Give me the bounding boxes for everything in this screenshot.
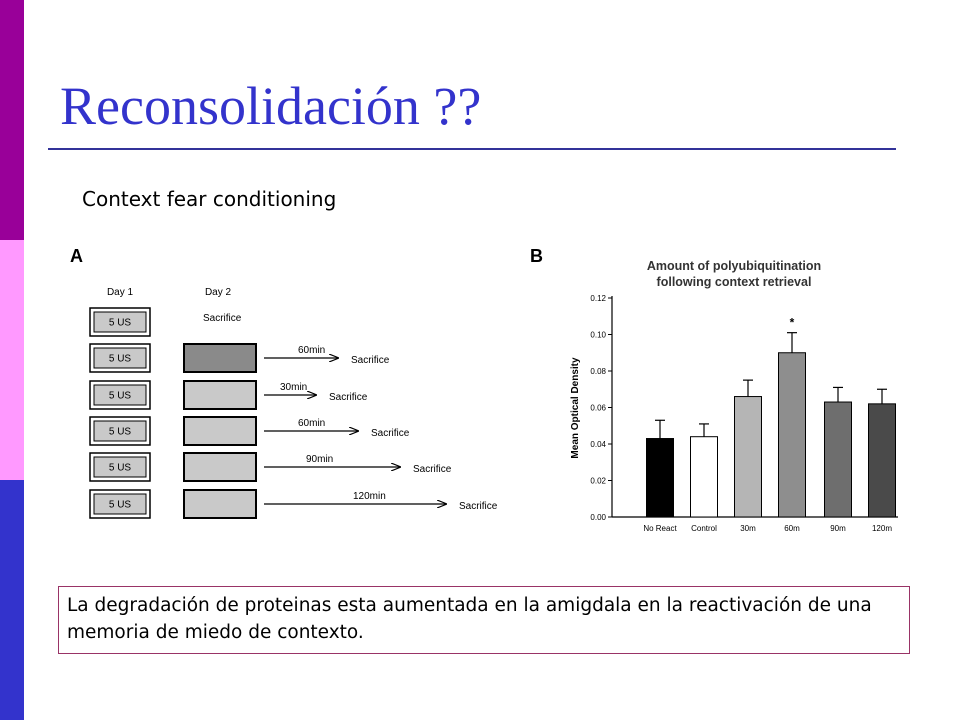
x-tick-label: 60m xyxy=(784,524,800,533)
slide-title: Reconsolidación ?? xyxy=(60,76,482,136)
protocol-diagram xyxy=(58,236,508,536)
day2-context-box xyxy=(184,381,256,409)
panel-b-letter: B xyxy=(530,246,543,266)
sidebar-segment-blue xyxy=(0,480,24,720)
day1-label: 5 US xyxy=(108,499,132,511)
protocol-row xyxy=(90,417,410,445)
interval-label: 30min xyxy=(280,382,308,393)
significance-marker: * xyxy=(789,315,795,330)
x-tick-label: 90m xyxy=(830,524,846,533)
interval-label: 120min xyxy=(353,491,386,502)
chart-title-line-1: Amount of polyubiquitination xyxy=(646,259,822,273)
chart-title-line-2: following context retrieval xyxy=(656,275,812,289)
sidebar-segment-purple xyxy=(0,0,24,240)
protocol-svg xyxy=(58,236,508,536)
bar xyxy=(825,402,852,517)
y-tick-label: 0.06 xyxy=(590,403,606,413)
sacrifice-label: Sacrifice xyxy=(371,428,410,439)
y-axis-label: Mean Optical Density xyxy=(570,357,581,459)
y-tick-label: 0.00 xyxy=(590,513,606,522)
bar xyxy=(735,397,762,517)
sacrifice-label: Sacrifice xyxy=(413,464,452,475)
sacrifice-label: Sacrifice xyxy=(459,501,498,512)
day1-label: 5 US xyxy=(108,462,132,474)
day2-label: Day 2 xyxy=(204,287,232,298)
x-tick-label: 30m xyxy=(740,524,756,533)
sidebar-color-bar xyxy=(0,0,24,720)
protocol-rows xyxy=(90,308,498,518)
y-tick-label: 0.04 xyxy=(590,440,606,449)
polyubiquitination-chart xyxy=(528,236,900,536)
interval-label: 60min xyxy=(298,345,326,356)
y-tick-label: 0.02 xyxy=(590,476,606,486)
caption-box: La degradación de proteinas esta aumentada en la amigdala en la reactivación de una memoria de miedo de contexto. xyxy=(58,586,910,654)
day1-label: 5 US xyxy=(108,426,132,438)
protocol-row xyxy=(90,344,390,372)
day1-label: Day 1 xyxy=(106,287,134,298)
sacrifice-label: Sacrifice xyxy=(329,392,368,403)
bar xyxy=(691,437,718,517)
day2-sacrifice-text: Sacrifice xyxy=(203,313,242,324)
interval-label: 90min xyxy=(306,454,334,465)
x-tick-label: Control xyxy=(691,524,717,533)
day1-label: 5 US xyxy=(108,353,132,365)
day1-label: 5 US xyxy=(108,390,132,402)
bar xyxy=(647,439,674,517)
bar xyxy=(869,404,896,517)
sacrifice-label: Sacrifice xyxy=(351,355,390,366)
chart-layer xyxy=(590,294,898,533)
x-tick-label: 120m xyxy=(871,524,893,533)
day2-context-box xyxy=(184,344,256,372)
protocol-row xyxy=(90,381,368,409)
day1-label: 5 US xyxy=(108,317,132,329)
y-tick-label: 0.10 xyxy=(590,330,606,340)
panel-a-letter: A xyxy=(70,246,83,266)
x-tick-label: No React xyxy=(643,524,677,533)
interval-label: 60min xyxy=(298,418,326,429)
day2-context-box xyxy=(184,417,256,445)
y-tick-label: 0.12 xyxy=(590,294,606,303)
chart-svg xyxy=(528,236,900,536)
title-divider xyxy=(48,148,896,150)
slide-subtitle: Context fear conditioning xyxy=(82,187,337,211)
bar xyxy=(779,353,806,517)
day2-context-box xyxy=(184,453,256,481)
protocol-row xyxy=(90,453,452,481)
day2-context-box xyxy=(184,490,256,518)
sidebar-segment-pink xyxy=(0,240,24,480)
y-tick-label: 0.08 xyxy=(590,367,606,376)
protocol-row xyxy=(90,490,498,518)
protocol-row xyxy=(90,308,242,336)
